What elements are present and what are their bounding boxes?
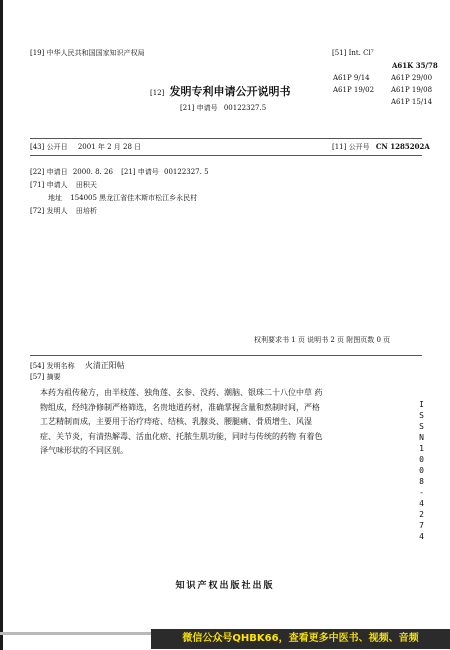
pub-date-code: [43] 公开日 <box>30 143 68 151</box>
title-line <box>30 361 125 371</box>
ipc-entry: A61P 9/14 <box>333 74 370 82</box>
applicant-code: [71] 申请人 <box>30 181 68 189</box>
biblio-app-no-code: [21] 申请号 <box>121 168 159 176</box>
address-label: 地址 <box>48 194 62 202</box>
pub-date: 2001 年 2 月 28 日 <box>77 143 142 151</box>
filing-date: 2000. 8. 26 <box>72 168 113 176</box>
divider <box>30 155 422 156</box>
pub-no-line <box>332 143 430 151</box>
watermark-banner: 微信公众号QHBK66，查看更多中医书、视频、音频 <box>151 629 450 649</box>
applicant: 田积天 <box>75 181 97 189</box>
ipc-row <box>333 74 432 82</box>
address: 154005 黑龙江省佳木斯市松江乡永民村 <box>70 194 198 202</box>
ipc-main: A61K 35/78 <box>392 61 438 70</box>
biblio-app-no: 00122327. 5 <box>164 168 209 176</box>
doc-type-code: [12] <box>150 89 165 97</box>
filing-line <box>30 168 209 176</box>
header-app-no-line <box>180 104 266 112</box>
inventor-code: [72] 发明人 <box>30 207 68 215</box>
ipc-entry: A61P 19/08 <box>391 86 433 94</box>
ipc-code: [51] Int. Cl⁷ <box>332 49 374 57</box>
pub-date-line <box>30 143 141 151</box>
pub-no-code: [11] 公开号 <box>332 143 370 151</box>
abstract-code: [57] 摘要 <box>30 373 61 381</box>
ipc-row <box>333 86 432 94</box>
title-code: [54] 发明名称 <box>30 362 75 370</box>
abstract-text: 本药为祖传秘方，由半枝莲、独角莲、玄参、没药、潮脑、银珠二十八位中草 药物组成，经纯净修制严格筛选，名贵地道药材，准确掌握含量和熬制时间，严格工艺精制而成，主要用于治疗痔疮、结核、乳腺炎、腰腿痛、骨质增生、风湿症、关节炎，有清热解毒、活血化瘀、托脓生肌功能，同时与传统的药物 有着色泽气味形状的不同区别。 <box>40 388 323 455</box>
applicant-line <box>30 181 97 189</box>
divider <box>30 138 422 139</box>
inventor: 田培析 <box>75 207 97 215</box>
publisher: 知识产权出版社出版 <box>175 581 275 591</box>
header-app-no-code: [21] 申请号 <box>180 104 218 112</box>
pages-note: 权利要求书 1 页 说明书 2 页 附图页数 0 页 <box>254 336 391 344</box>
office-name: 中华人民共和国国家知识产权局 <box>46 49 145 57</box>
address-line <box>48 194 197 202</box>
doc-type-line <box>150 80 290 99</box>
divider <box>30 355 422 356</box>
header-app-no: 00122327.5 <box>223 104 267 112</box>
inventor-line <box>30 207 97 215</box>
invention-title: 火清正阳帖 <box>84 361 125 370</box>
ipc-entry: A61P 15/14 <box>391 98 433 106</box>
doc-type: 发明专利申请公开说明书 <box>169 85 291 98</box>
pub-no: CN 1285202A <box>375 142 430 151</box>
ipc-entry: A61P 29/00 <box>391 74 433 82</box>
office-line <box>30 49 145 57</box>
ipc-entry: A61P 19/02 <box>333 86 375 94</box>
left-frame-border <box>0 0 3 650</box>
office-code: [19] <box>30 49 45 57</box>
ipc-row <box>333 98 432 106</box>
issn-code: ISSN1008-4274 <box>417 400 426 543</box>
filing-date-code: [22] 申请日 <box>30 168 68 176</box>
